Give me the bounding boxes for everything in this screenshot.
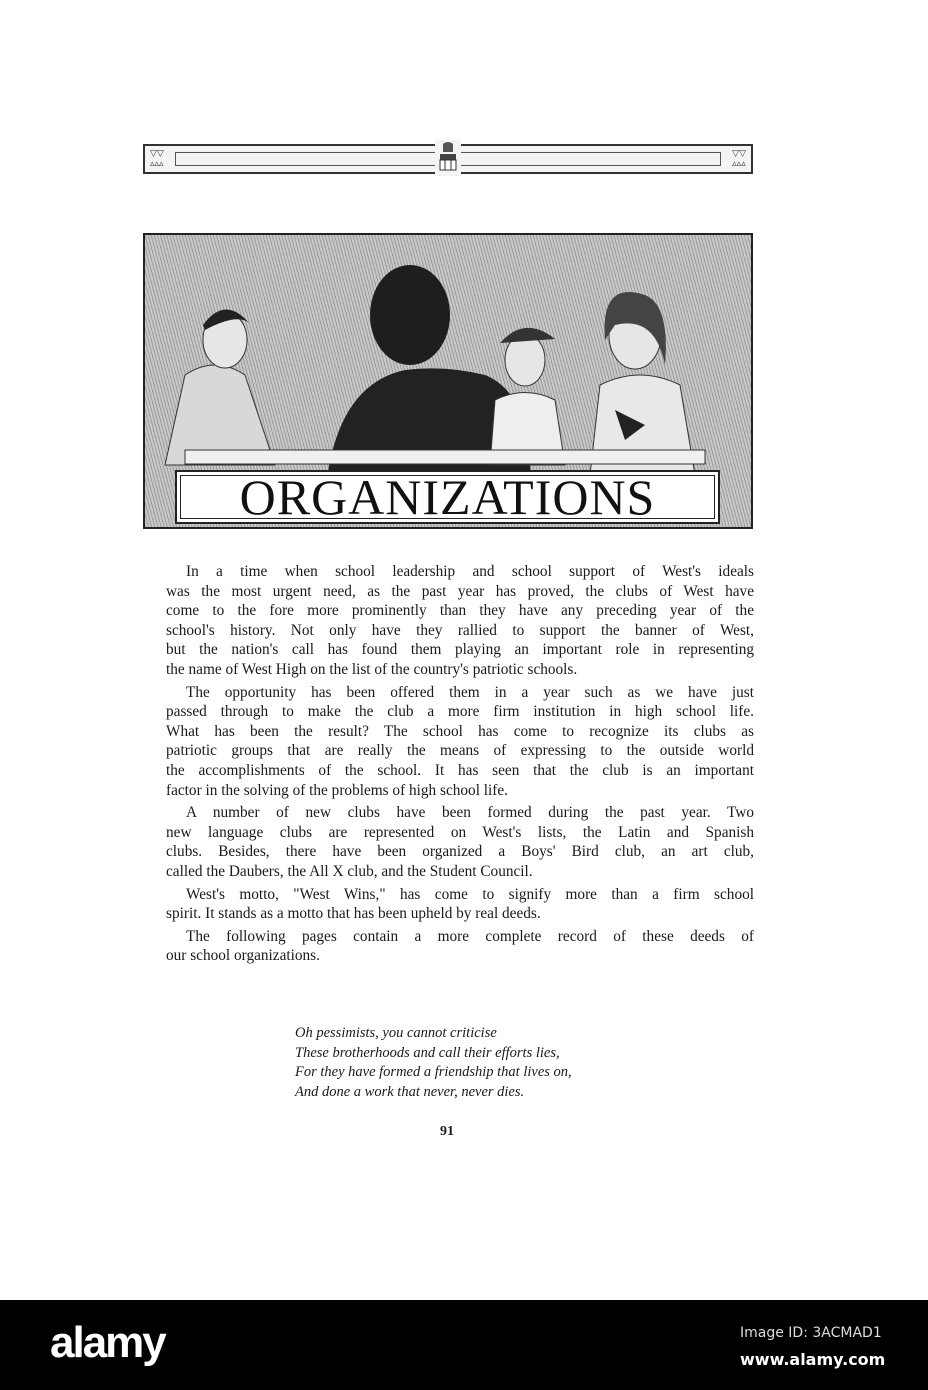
section-title: ORGANIZATIONS (239, 469, 656, 525)
header-ornament (143, 144, 753, 174)
text-line: called the Daubers, the All X club, and the Student Council. (166, 862, 533, 880)
text-line: the name of West High on the list of the country's patriotic schools. (166, 660, 578, 678)
paragraph (166, 562, 754, 680)
text-line: A number of new clubs have been formed during the past year. Two (186, 804, 754, 822)
poem-line: For they have formed a friendship that lives on, (295, 1064, 572, 1080)
text-line: our school organizations. (166, 947, 320, 965)
text-line: factor in the solving of the problems of high school life. (166, 781, 508, 799)
page-number: 91 (440, 1124, 454, 1139)
text-line: was the most urgent need, as the past year has proved, the clubs of West have (166, 582, 754, 600)
site-url: www.alamy.com (740, 1350, 886, 1369)
text-line: come to the fore more prominently than they have any preceding year of the (166, 602, 754, 620)
eagle-shield-icon (435, 140, 461, 176)
body-text (166, 562, 754, 969)
text-line: The following pages contain a more complete record of these deeds of (186, 927, 754, 945)
text-line: but the nation's call has found them playing an important role in representing (166, 641, 754, 659)
text-line: clubs. Besides, there have been organized a Boys' Bird club, an art club, (166, 843, 754, 861)
text-line: In a time when school leadership and school support of West's ideals (186, 563, 754, 580)
ornament-corner-right: ▽▽ ▵▵▵ (732, 149, 746, 169)
paragraph (166, 683, 754, 801)
text-line: West's motto, "West Wins," has come to signify more than a firm school (186, 885, 754, 903)
image-id: Image ID: 3ACMAD1 (740, 1325, 882, 1341)
text-line: The opportunity has been offered them in a year such as we have just (186, 683, 754, 701)
text-line: passed through to make the club a more firm institution in high school life. (166, 703, 754, 721)
paragraph (166, 885, 754, 924)
poem (295, 1024, 572, 1102)
poem-line: Oh pessimists, you cannot criticise (295, 1025, 497, 1041)
alamy-logo: alamy (50, 1318, 165, 1367)
text-line: spirit. It stands as a motto that has been upheld by real deeds. (166, 905, 541, 923)
paragraph (166, 927, 754, 966)
text-line: school's history. Not only have they rallied to support the banner of West, (166, 621, 754, 639)
watermark-bar (0, 1300, 928, 1390)
ornament-corner-left: ▽▽ ▵▵▵ (150, 149, 164, 169)
section-title-box (175, 470, 720, 524)
text-line: the accomplishments of the school. It has seen that the club is an important (166, 761, 754, 779)
poem-line: And done a work that never, never dies. (295, 1083, 525, 1100)
paragraph (166, 803, 754, 881)
poem-line: These brotherhoods and call their efforts lies, (295, 1044, 560, 1061)
text-line: What has been the result? The school has come to recognize its clubs as (166, 722, 754, 740)
text-line: new language clubs are represented on West's lists, the Latin and Spanish (166, 823, 754, 841)
text-line: patriotic groups that are really the means of expressing to the outside world (166, 742, 754, 760)
